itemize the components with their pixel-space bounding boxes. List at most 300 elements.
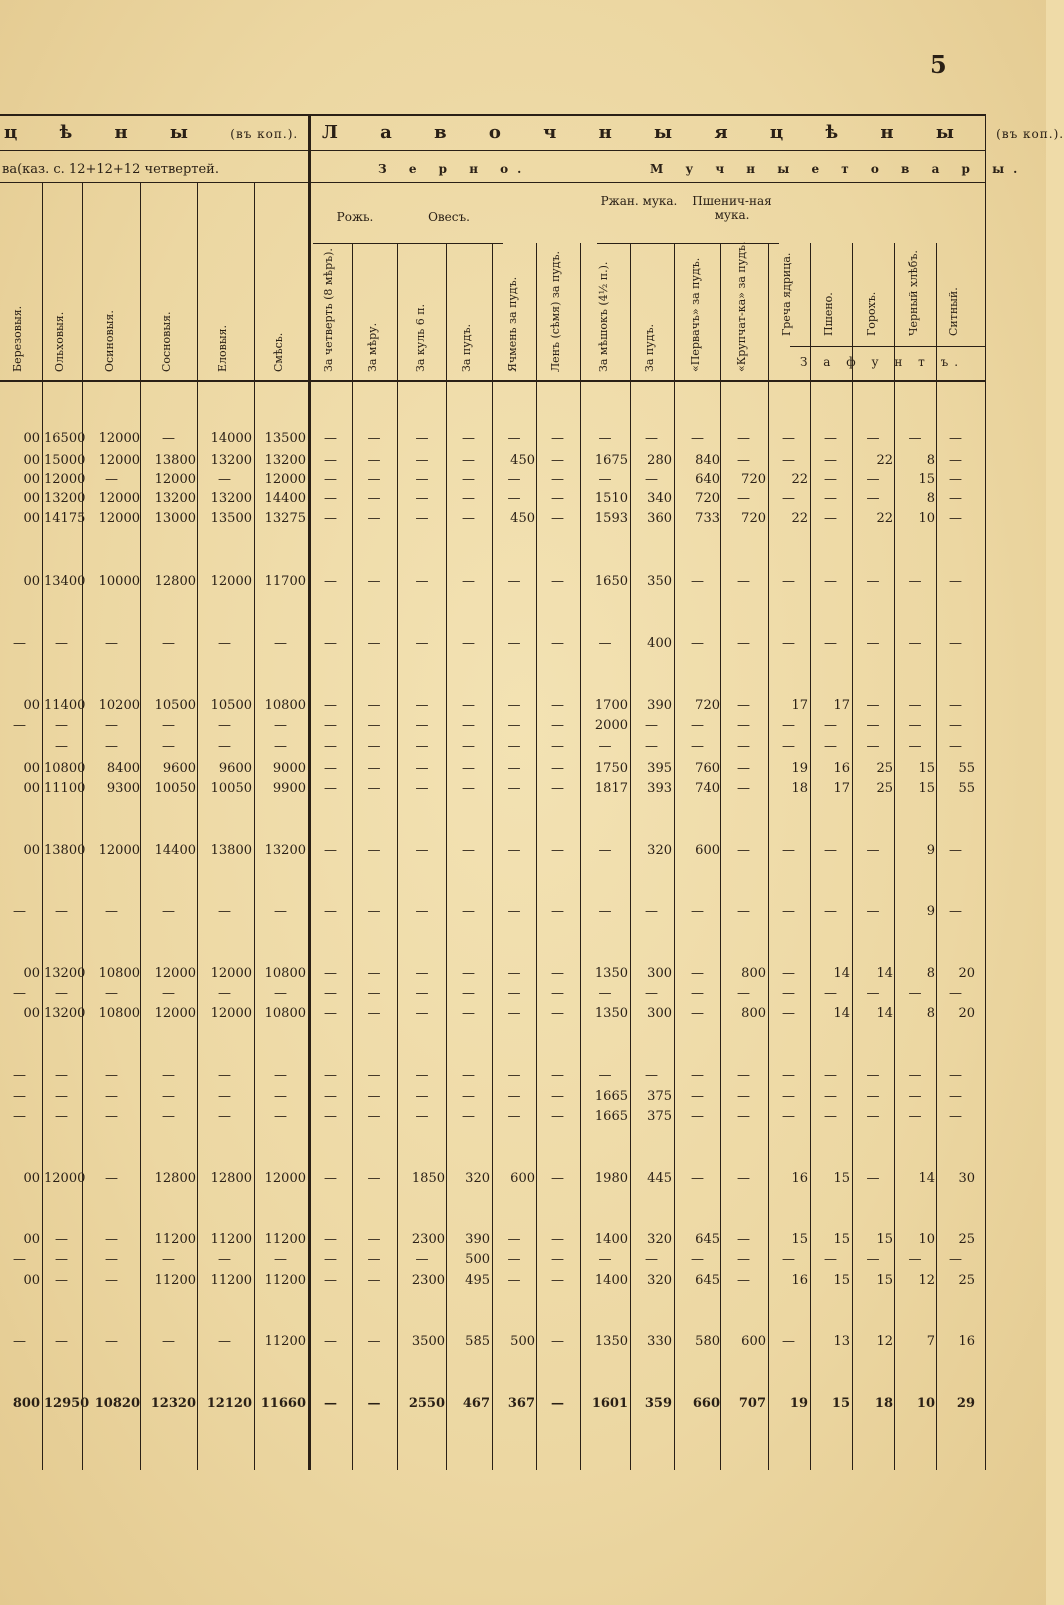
table-cell: 580 [695,1334,720,1349]
table-cell: — [824,491,837,506]
table-cell: 12950 [44,1396,90,1411]
table-cell: 12320 [150,1396,196,1411]
table-cell: — [55,1334,68,1349]
column-rule [42,182,43,1470]
table-cell: 00 [23,1171,40,1186]
table-cell: — [415,511,429,526]
table-cell: 393 [647,781,672,796]
table-cell: — [13,718,26,733]
table-cell: 13200 [210,453,252,468]
table-cell: 467 [462,1396,490,1411]
table-cell: — [55,904,68,919]
table-cell: — [507,1273,521,1288]
table-cell: 22 [876,511,893,526]
table-cell: — [367,761,381,776]
table-cell: — [866,986,880,1001]
table-cell: 13 [833,1334,850,1349]
table-cell: — [908,718,922,733]
table-cell: — [824,986,837,1001]
table-cell: 13200 [44,1006,86,1021]
table-cell: 00 [23,966,40,981]
column-rule [810,243,811,1470]
table-cell: — [507,1232,521,1247]
table-cell: 9600 [162,761,196,776]
table-cell: — [462,718,475,733]
table-cell: — [55,1232,68,1247]
table-cell: 585 [465,1334,490,1349]
table-cell: — [782,574,795,589]
column-header: Греча ядрица. [780,252,793,336]
table-cell: — [551,1068,564,1083]
table-cell: — [367,1006,381,1021]
table-cell: 12000 [264,1171,306,1186]
table-cell: — [949,636,962,651]
table-cell: — [782,843,795,858]
table-cell: 8 [926,1006,935,1021]
table-cell: — [551,781,564,796]
table-cell: 12000 [98,431,140,446]
table-cell: — [367,1068,381,1083]
table-cell: — [218,1068,231,1083]
table-cell: — [55,1068,68,1083]
table-cell: 11200 [264,1334,306,1349]
table-cell: — [324,1089,337,1104]
column-rule [674,243,675,1470]
table-cell: — [274,1252,287,1267]
table-cell: — [274,739,287,754]
table-cell: — [949,698,962,713]
table-cell: 22 [791,511,808,526]
table-cell: — [462,986,475,1001]
table-cell: 740 [695,781,720,796]
table-cell: 13200 [210,491,252,506]
table-cell: 800 [12,1396,40,1411]
table-cell: 1665 [594,1089,628,1104]
table-cell: — [324,1396,337,1411]
column-header: За мѣшокъ (4½ п.). [596,261,610,372]
subtitle-rule [0,182,985,183]
table-cell: 1510 [594,491,628,506]
table-cell: 17 [791,698,808,713]
table-cell: 16 [833,761,850,776]
table-cell: — [507,636,521,651]
table-cell: — [462,574,475,589]
table-cell: 11200 [264,1273,306,1288]
table-cell: 15 [831,1396,850,1411]
table-cell: — [415,1252,429,1267]
table-cell: 1400 [594,1232,628,1247]
flour-sub-rule [597,243,779,244]
table-cell: 00 [23,1273,40,1288]
table-cell: — [866,904,880,919]
table-cell: 3500 [411,1334,445,1349]
table-cell: — [415,574,429,589]
table-cell: — [13,1089,26,1104]
table-cell: — [462,1006,475,1021]
table-cell: — [949,1252,962,1267]
table-cell: — [462,698,475,713]
table-cell: 720 [741,511,766,526]
table-cell: — [367,1109,381,1124]
table-cell: 14 [918,1171,935,1186]
table-cell: — [13,1334,26,1349]
table-cell: — [551,986,564,1001]
table-cell: — [691,1089,704,1104]
table-cell: 359 [644,1396,672,1411]
table-cell: — [507,843,521,858]
table-cell: — [598,472,612,487]
table-cell: — [105,904,118,919]
column-header: За мѣру. [365,322,379,372]
table-cell: — [551,718,564,733]
table-cell: — [691,1109,704,1124]
table-cell: 1750 [594,761,628,776]
table-cell: — [598,986,612,1001]
table-cell: — [324,1109,337,1124]
table-cell: 12120 [206,1396,252,1411]
table-cell: — [415,843,429,858]
table-cell: — [105,1109,118,1124]
table-cell: — [551,511,564,526]
table-cell: — [691,574,704,589]
table-cell: — [462,966,475,981]
table-cell: — [324,761,337,776]
table-cell: 320 [465,1171,490,1186]
table-cell: 8 [926,966,935,981]
table-cell: — [908,1068,922,1083]
table-cell: — [324,1273,337,1288]
column-header: Еловыя. [216,324,229,372]
table-cell: — [551,1232,564,1247]
column-header: Сосновыя. [160,311,173,372]
table-cell: — [367,636,381,651]
table-cell: — [507,904,521,919]
table-cell: 18 [791,781,808,796]
table-cell: — [462,511,475,526]
table-cell: — [105,1252,118,1267]
table-cell: 390 [465,1232,490,1247]
table-cell: 10200 [98,698,140,713]
table-cell: — [462,472,475,487]
table-cell: 600 [510,1171,535,1186]
table-cell: — [324,472,337,487]
table-cell: — [691,966,704,981]
table-cell: 495 [465,1273,490,1288]
grain-group-label: З е р н о. [378,162,531,176]
table-cell: — [415,636,429,651]
table-cell: — [218,636,231,651]
table-cell: — [55,636,68,651]
table-cell: 13200 [44,491,86,506]
table-cell: — [824,1252,837,1267]
table-cell: — [949,718,962,733]
table-cell: — [782,739,795,754]
table-cell: — [218,1089,231,1104]
table-cell: — [551,739,564,754]
table-cell: — [737,843,750,858]
table-cell: 13000 [154,511,196,526]
table-cell: — [105,472,118,487]
table-cell: — [324,491,337,506]
table-cell: — [218,718,231,733]
table-cell: 400 [647,636,672,651]
table-cell: — [551,431,564,446]
table-cell: — [218,1109,231,1124]
table-cell: 14 [876,1006,893,1021]
column-rule [352,243,353,1470]
table-cell: 760 [695,761,720,776]
table-cell: — [162,1109,175,1124]
table-cell: — [462,761,475,776]
table-cell: 11400 [44,698,86,713]
table-cell: — [415,1068,429,1083]
table-cell: — [324,698,337,713]
table-cell: 360 [647,511,672,526]
column-rule [397,243,398,1470]
table-cell: 733 [695,511,720,526]
table-cell: — [507,1089,521,1104]
table-cell: — [908,431,922,446]
table-cell: 450 [510,511,535,526]
column-header: За куль 6 п. [413,303,427,372]
table-cell: 13500 [264,431,306,446]
table-cell: — [415,1089,429,1104]
table-cell: — [908,1109,922,1124]
table-cell: — [367,1089,381,1104]
table-cell: 640 [695,472,720,487]
table-cell: — [598,843,612,858]
table-cell: 22 [876,453,893,468]
table-cell: 1601 [591,1396,628,1411]
table-cell: — [55,986,68,1001]
table-cell: — [462,843,475,858]
table-cell: 320 [647,843,672,858]
table-cell: 720 [695,491,720,506]
table-cell: — [551,1089,564,1104]
table-cell: — [324,1068,337,1083]
table-cell: — [691,1068,704,1083]
table-cell: — [13,986,26,1001]
table-cell: 12 [918,1273,935,1288]
table-cell: 19 [791,761,808,776]
table-cell: 1350 [594,1334,628,1349]
table-cell: — [324,574,337,589]
table-cell: — [949,491,962,506]
table-cell: 13200 [154,491,196,506]
table-cell: — [507,1109,521,1124]
table-cell: — [507,431,521,446]
table-cell: 500 [465,1252,490,1267]
table-cell: 367 [507,1396,535,1411]
flour-group-label: М у ч н ы е т о в а р ы. [650,162,1027,176]
table-cell: — [218,1334,231,1349]
table-cell: — [507,1006,521,1021]
table-cell: 00 [23,781,40,796]
column-rule [768,243,769,1470]
table-cell: 8 [926,491,935,506]
column-header: Горохъ. [864,291,878,336]
table-cell: — [507,698,521,713]
table-cell: 10 [918,1232,935,1247]
table-cell: — [691,1171,704,1186]
table-cell: 15 [876,1232,893,1247]
table-cell: — [737,1109,750,1124]
table-cell: — [691,431,704,446]
table-cell: — [324,904,337,919]
column-rule [894,243,895,1470]
table-cell: — [737,1232,750,1247]
table-cell: — [551,1171,564,1186]
title-rule [0,150,985,151]
table-cell: 12800 [210,1171,252,1186]
table-cell: — [737,761,750,776]
table-cell: — [866,843,880,858]
table-cell: 1665 [594,1109,628,1124]
table-cell: 12800 [154,1171,196,1186]
table-cell: — [462,491,475,506]
table-cell: — [598,431,612,446]
table-cell: 16 [958,1334,975,1349]
table-cell: 720 [741,472,766,487]
table-cell: 300 [647,1006,672,1021]
table-cell: — [367,1171,381,1186]
table-cell: 00 [23,1232,40,1247]
table-cell: 00 [23,843,40,858]
table-cell: — [507,781,521,796]
table-cell: 00 [23,698,40,713]
table-cell: — [274,1089,287,1104]
column-header: Ольховыя. [53,311,66,372]
table-cell: — [782,431,795,446]
table-cell: — [949,431,962,446]
table-cell: — [13,1068,26,1083]
table-cell: 8 [926,453,935,468]
table-cell: — [324,636,337,651]
table-cell: — [105,718,118,733]
table-cell: 10800 [264,1006,306,1021]
table-cell: — [415,453,429,468]
table-cell: 11700 [264,574,306,589]
table-cell: — [737,1089,750,1104]
table-cell: — [598,904,612,919]
column-rule [985,114,986,1470]
table-cell: — [274,904,287,919]
column-rule [580,243,581,1470]
table-cell: — [367,1232,381,1247]
table-cell: 00 [23,472,40,487]
table-cell: 14000 [210,431,252,446]
column-rule [446,243,447,1470]
table-cell: 13275 [264,511,306,526]
table-cell: 1700 [594,698,628,713]
table-cell: — [645,1252,658,1267]
table-cell: — [367,698,381,713]
table-cell: — [737,1273,750,1288]
table-cell: — [55,1109,68,1124]
table-cell: — [551,453,564,468]
table-cell: — [55,1273,68,1288]
table-cell: 11200 [210,1232,252,1247]
table-cell: — [367,472,381,487]
table-cell: — [324,1334,337,1349]
table-cell: 12000 [210,966,252,981]
column-rule [82,182,83,1470]
table-cell: — [551,904,564,919]
table-cell: 320 [647,1273,672,1288]
table-cell: — [324,1171,337,1186]
table-cell: 11200 [210,1273,252,1288]
table-cell: — [949,904,962,919]
page-number: 5 [930,50,947,79]
table-cell: — [949,453,962,468]
table-cell: — [13,1109,26,1124]
table-cell: — [507,761,521,776]
table-cell: 13200 [44,966,86,981]
table-cell: — [13,904,26,919]
table-cell: — [949,472,962,487]
table-cell: — [866,431,880,446]
table-cell: — [462,781,475,796]
table-cell: — [908,1089,922,1104]
table-cell: — [462,1089,475,1104]
table-cell: — [866,1089,880,1104]
table-cell: — [866,636,880,651]
rye-flour-group-label: Ржан. мука. [600,194,678,208]
table-cell: — [162,431,175,446]
table-cell: — [598,739,612,754]
table-cell: — [645,986,658,1001]
table-cell: — [162,1252,175,1267]
table-cell: — [782,1252,795,1267]
table-cell: — [782,1109,795,1124]
table-cell: — [105,986,118,1001]
table-cell: — [415,718,429,733]
table-cell: 10050 [210,781,252,796]
table-cell: — [507,574,521,589]
table-cell: 14 [833,966,850,981]
table-cell: 800 [741,966,766,981]
table-cell: 25 [958,1232,975,1247]
table-cell: — [908,698,922,713]
table-cell: — [866,1252,880,1267]
table-cell: 395 [647,761,672,776]
table-cell: 11200 [154,1232,196,1247]
table-cell: — [415,781,429,796]
table-cell: — [324,511,337,526]
column-header: Ленъ (сѣмя) за пудъ. [549,250,562,372]
table-cell: 00 [23,761,40,776]
table-cell: — [105,1273,118,1288]
table-cell: — [218,904,231,919]
table-cell: — [824,1089,837,1104]
table-cell: — [737,718,750,733]
table-cell: 15 [833,1273,850,1288]
left-title: ц ѣ н ы (въ коп.). [4,122,299,143]
table-cell: — [507,739,521,754]
table-cell: — [737,431,750,446]
table-cell: — [507,718,521,733]
table-cell: — [367,843,381,858]
table-cell: 390 [647,698,672,713]
table-cell: 16 [791,1273,808,1288]
table-cell: — [324,1252,337,1267]
table-cell: — [507,966,521,981]
table-cell: — [462,636,475,651]
table-cell: — [415,966,429,981]
table-cell: — [324,1232,337,1247]
table-cell: — [866,472,880,487]
table-cell: 375 [647,1109,672,1124]
